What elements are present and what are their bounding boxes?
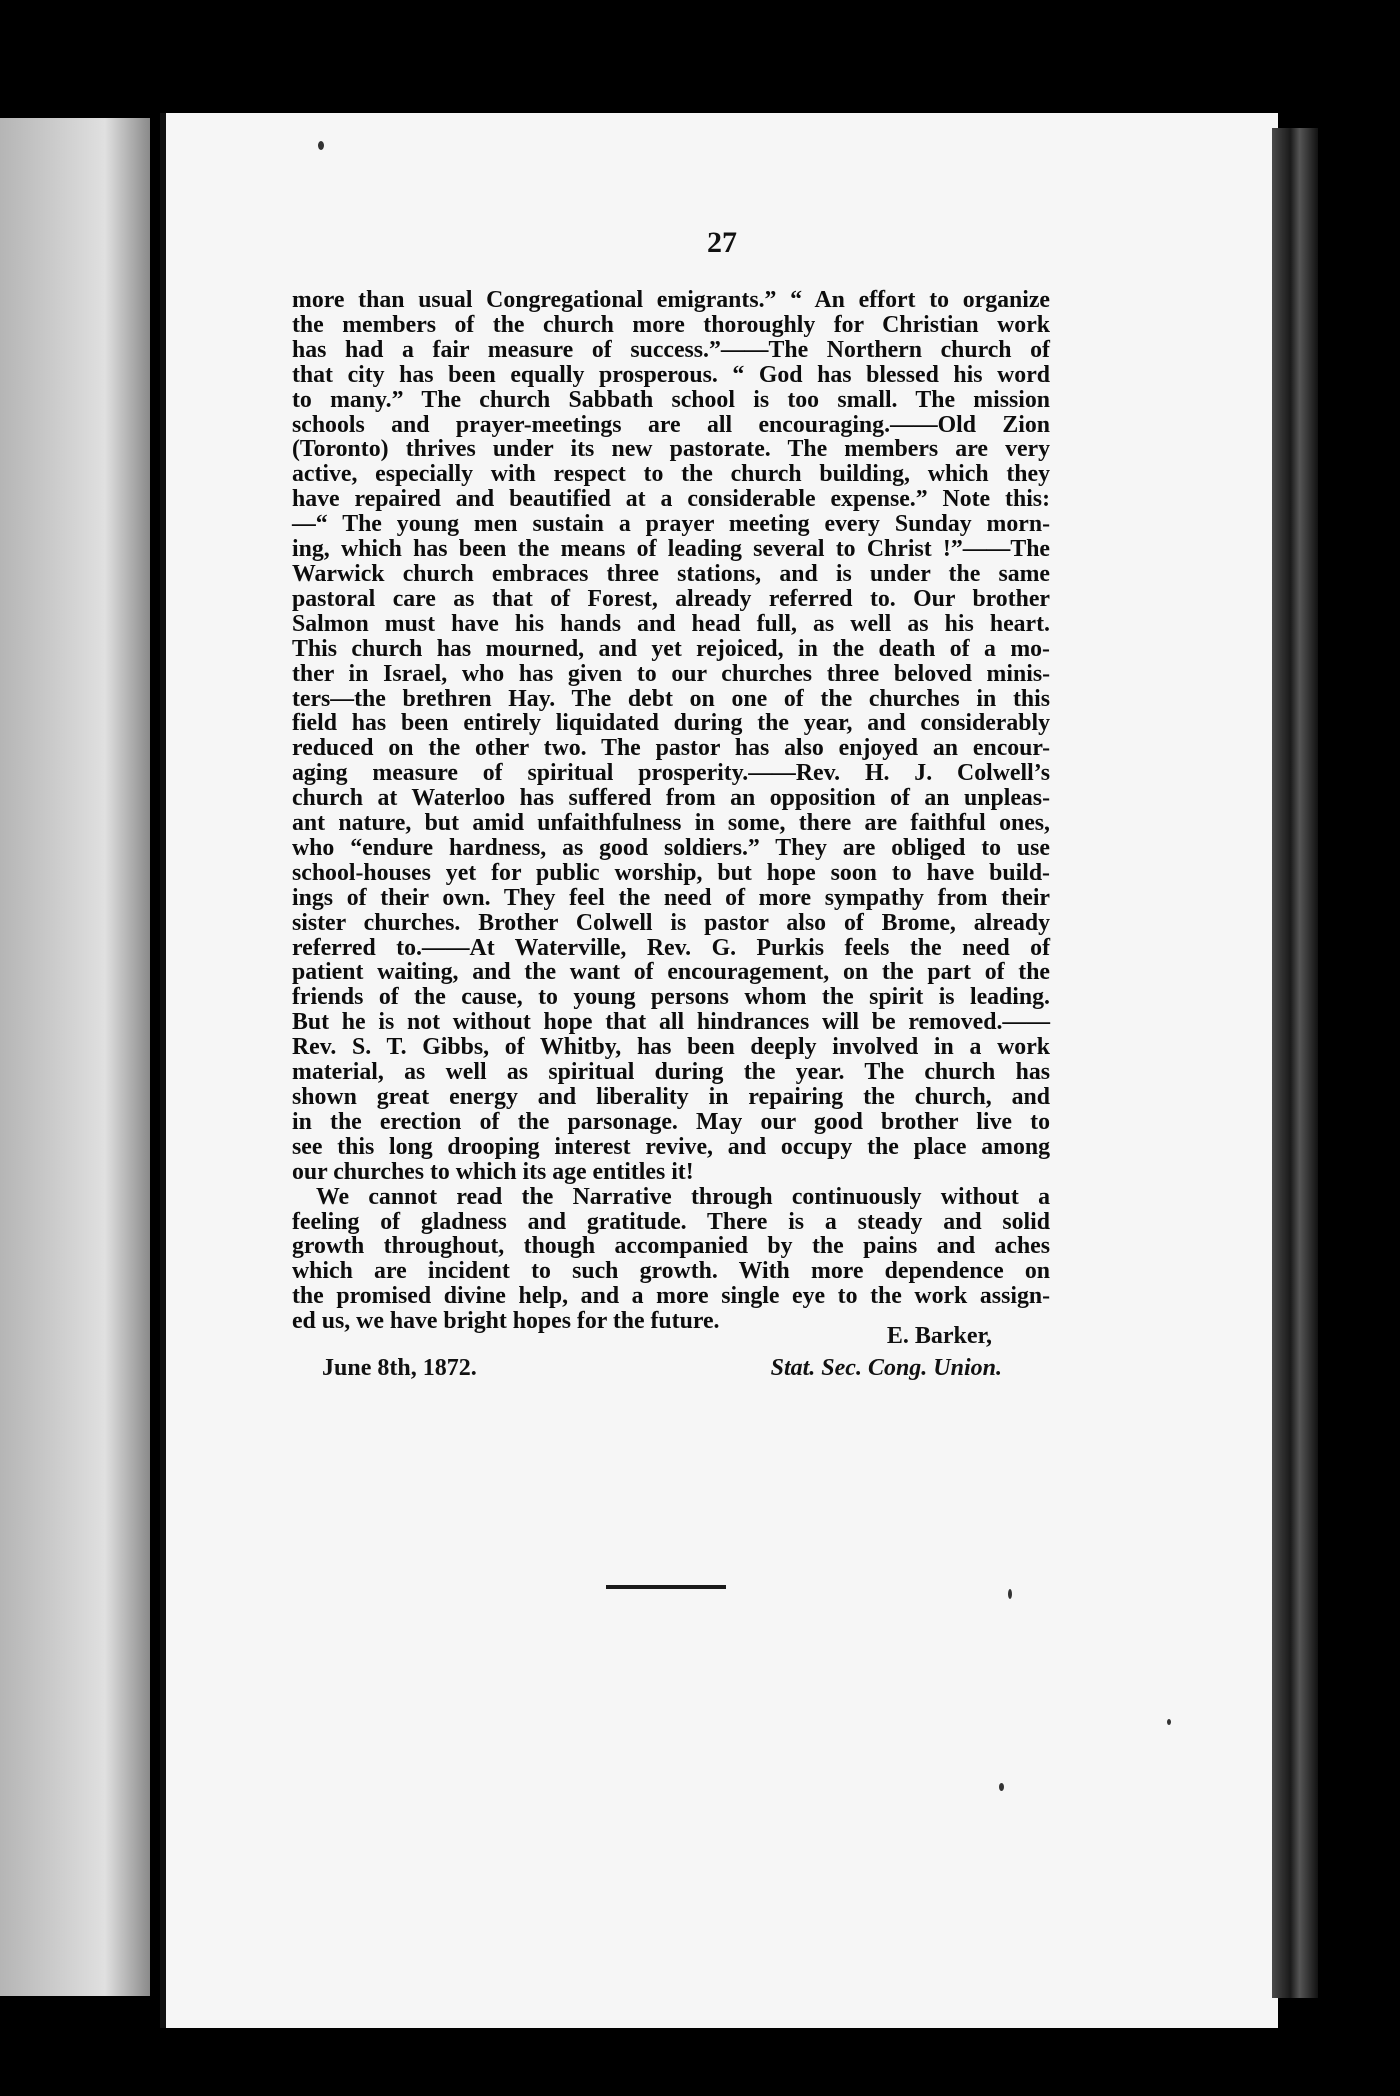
text-line: We cannot read the Narrative through continuously without a xyxy=(316,1183,1050,1210)
text-line: feeling of gladness and gratitude. There is a steady and solid xyxy=(292,1208,1050,1235)
text-line: to many.” The church Sabbath school is too small. The mission xyxy=(292,386,1050,413)
document-page xyxy=(160,113,1278,2028)
text-line: schools and prayer-meetings are all encouraging.——Old Zion xyxy=(292,411,1050,438)
closing-rule xyxy=(606,1585,726,1589)
text-line: our churches to which its age entitles it! xyxy=(292,1158,694,1185)
text-line: —“ The young men sustain a prayer meeting every Sunday morn- xyxy=(292,511,1050,538)
ink-speck xyxy=(999,1783,1004,1791)
text-line: ing, which has been the means of leading several to Christ !”——The xyxy=(292,536,1050,563)
text-line: But he is not without hope that all hindrances will be removed.—— xyxy=(292,1009,1050,1036)
text-line: Rev. S. T. Gibbs, of Whitby, has been deeply involved in a work xyxy=(292,1034,1050,1061)
text-line: sister churches. Brother Colwell is pastor also of Brome, already xyxy=(292,909,1050,936)
page-edge-shadow xyxy=(1272,128,1318,1998)
text-line: the members of the church more thoroughly for Christian work xyxy=(292,311,1050,338)
text-line: referred to.——At Waterville, Rev. G. Purkis feels the need of xyxy=(292,934,1050,961)
text-line: have repaired and beautified at a considerable expense.” Note this: xyxy=(292,486,1050,513)
text-line: which are incident to such growth. With more dependence on xyxy=(292,1258,1050,1285)
text-line: friends of the cause, to young persons whom the spirit is leading. xyxy=(292,984,1050,1011)
text-line: church at Waterloo has suffered from an opposition of an unpleas- xyxy=(292,785,1050,812)
signature-title: Stat. Sec. Cong. Union. xyxy=(770,1355,1002,1381)
text-line: reduced on the other two. The pastor has also enjoyed an encour- xyxy=(292,735,1050,762)
text-line: pastoral care as that of Forest, already referred to. Our brother xyxy=(292,585,1050,612)
text-line: school-houses yet for public worship, but hope soon to have build- xyxy=(292,859,1050,886)
text-line: ed us, we have bright hopes for the future. xyxy=(292,1308,720,1335)
page-number: 27 xyxy=(707,226,737,259)
text-line: Warwick church embraces three stations, and is under the same xyxy=(292,560,1050,587)
text-line: in the erection of the parsonage. May our good brother live to xyxy=(292,1108,1050,1135)
text-line: growth throughout, though accompanied by the pains and aches xyxy=(292,1233,1050,1260)
ink-speck xyxy=(1008,1589,1012,1599)
left-page-fragment xyxy=(0,118,150,1996)
text-line: that city has been equally prosperous. “ God has blessed his word xyxy=(292,361,1050,388)
text-line: has had a fair measure of success.”——The Northern church of xyxy=(292,336,1050,363)
text-line: active, especially with respect to the church building, which they xyxy=(292,461,1050,488)
text-line: see this long drooping interest revive, and occupy the place among xyxy=(292,1133,1050,1160)
text-line: shown great energy and liberality in repairing the church, and xyxy=(292,1084,1050,1110)
text-line: ings of their own. They feel the need of more sympathy from their xyxy=(292,884,1050,911)
text-line: field has been entirely liquidated during the year, and considerably xyxy=(292,710,1050,737)
text-line: This church has mourned, and yet rejoiced, in the death of a mo- xyxy=(292,635,1050,662)
text-line: patient waiting, and the want of encouragement, on the part of the xyxy=(292,959,1050,986)
signature-date: June 8th, 1872. xyxy=(322,1355,477,1381)
text-line: ters—the brethren Hay. The debt on one of the churches in this xyxy=(292,685,1050,712)
text-line: ther in Israel, who has given to our churches three beloved minis- xyxy=(292,660,1050,687)
text-line: aging measure of spiritual prosperity.——Rev. H. J. Colwell’s xyxy=(292,760,1050,787)
ink-speck xyxy=(318,141,324,150)
ink-speck xyxy=(1167,1719,1171,1725)
text-line: more than usual Congregational emigrants.” “ An effort to organize xyxy=(292,287,1050,313)
signature-block xyxy=(292,1323,1050,1393)
signature-name: E. Barker, xyxy=(886,1323,992,1349)
text-line: (Toronto) thrives under its new pastorate. The members are very xyxy=(292,436,1050,463)
text-line: material, as well as spiritual during the year. The church has xyxy=(292,1059,1050,1086)
text-line: who “endure hardness, as good soldiers.” They are obliged to use xyxy=(292,834,1050,861)
text-line: Salmon must have his hands and head full, as well as his heart. xyxy=(292,610,1050,637)
text-line: the promised divine help, and a more single eye to the work assign- xyxy=(292,1283,1050,1310)
text-line: ant nature, but amid unfaithfulness in some, there are faithful ones, xyxy=(292,810,1050,837)
body-text xyxy=(292,288,1050,1334)
